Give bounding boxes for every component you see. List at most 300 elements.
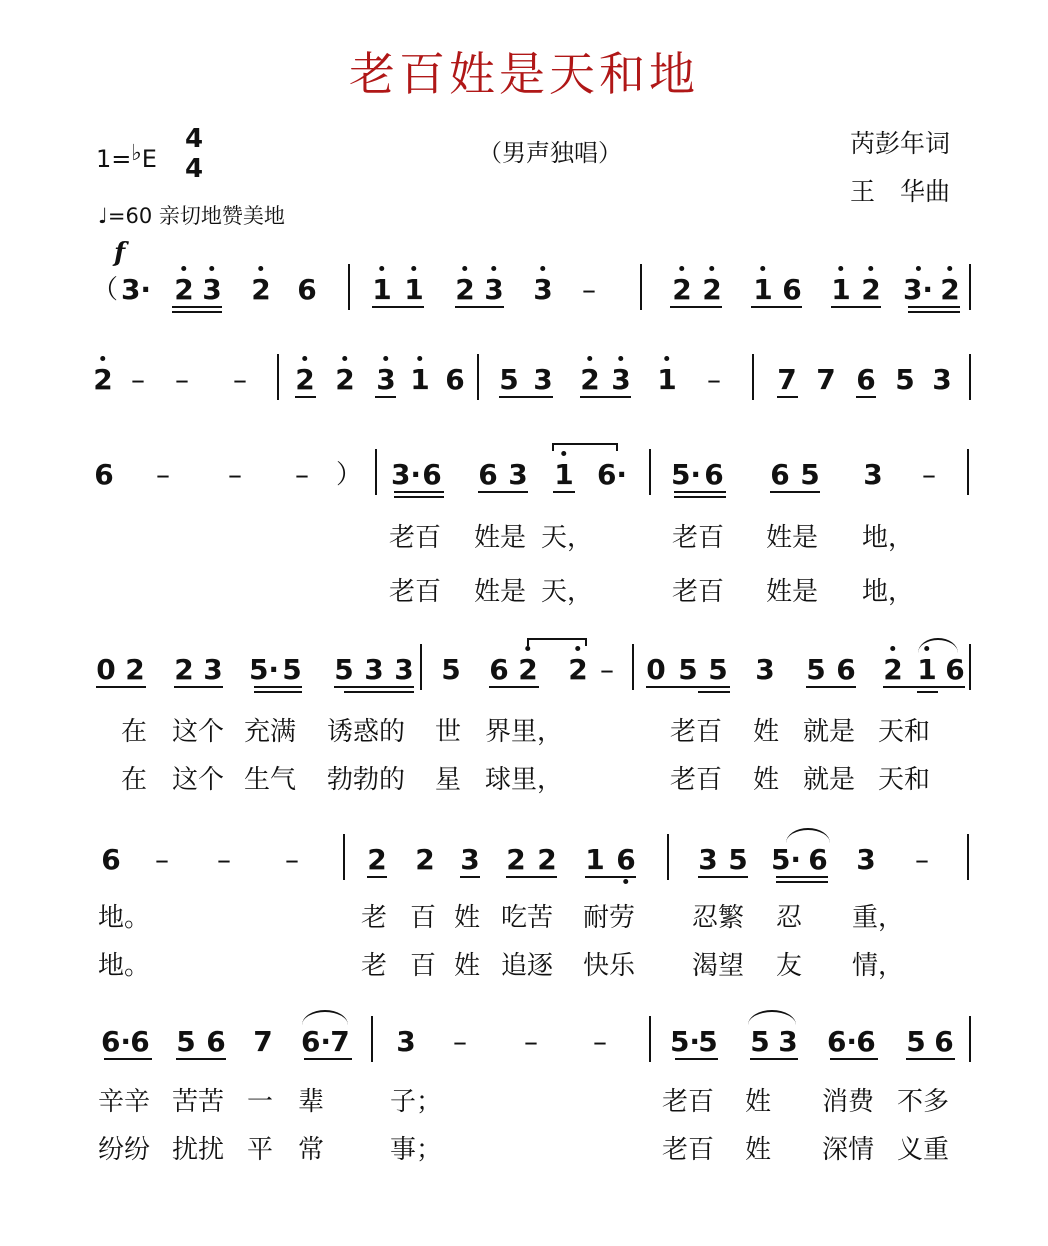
note: 5· — [770, 843, 802, 876]
underline-eighth — [580, 396, 631, 398]
note: 5· — [248, 653, 280, 686]
lyric-syllable: 地， — [862, 577, 915, 607]
note: 6 — [478, 458, 498, 491]
notation-system — [0, 455, 1048, 495]
lyric-line — [0, 1132, 1048, 1168]
underline-eighth — [96, 686, 146, 688]
lyric-syllable: 姓是 — [474, 577, 527, 607]
note: 2 — [672, 270, 691, 310]
notation-system — [0, 360, 1048, 400]
note: 3 — [508, 458, 528, 491]
note: 3 — [533, 270, 552, 310]
note: 5 — [176, 1025, 196, 1058]
note: 6 — [808, 843, 828, 876]
underline-eighth — [646, 686, 730, 688]
sustain-dash: – — [285, 843, 299, 876]
lyric-syllable: 天， — [541, 523, 594, 553]
lyricist-credit: 芮彭年词 — [850, 129, 951, 158]
lyric-syllable: 忍 — [776, 903, 803, 933]
note: 1 — [831, 270, 850, 310]
note: 0 — [646, 653, 666, 686]
note: 3 — [394, 653, 414, 686]
tie-bracket — [552, 443, 618, 451]
note: 6 — [704, 458, 724, 491]
sustain-dash: – — [156, 458, 170, 491]
sustain-dash: – — [217, 843, 231, 876]
underline-eighth — [831, 306, 881, 308]
note: 3 — [611, 360, 630, 400]
lyric-syllable: 就是 — [803, 765, 856, 795]
slur — [302, 1010, 348, 1025]
lyric-syllable: 辈 — [298, 1087, 325, 1117]
note: 3 — [396, 1025, 416, 1058]
note: 5 — [698, 1025, 718, 1058]
lyric-syllable: 一 — [247, 1087, 274, 1117]
note: 5 — [750, 1025, 770, 1058]
note: 3 — [863, 458, 883, 491]
tempo-marking: ♩=60 亲切地赞美地 — [98, 204, 285, 228]
note: 6 — [836, 653, 856, 686]
note: 2 — [174, 270, 193, 310]
sustain-dash: – — [131, 363, 145, 396]
lyric-syllable: 姓是 — [766, 523, 819, 553]
barline — [640, 264, 642, 310]
underline-eighth — [176, 1058, 226, 1060]
note: 2 — [455, 270, 474, 310]
underline-sixteenth — [776, 881, 828, 883]
lyric-line — [0, 900, 1048, 936]
lyric-syllable: 老百 — [672, 523, 725, 553]
sustain-dash: – — [228, 458, 242, 491]
note: 1 — [585, 843, 605, 876]
underline-eighth — [295, 396, 316, 398]
underline-eighth — [806, 686, 856, 688]
barline — [752, 354, 754, 400]
time-signature-bottom: 4 — [184, 154, 204, 184]
lyric-syllable: 苦苦 — [172, 1087, 225, 1117]
lyric-line — [0, 714, 1048, 750]
underline-eighth — [777, 396, 798, 398]
slur — [786, 828, 830, 843]
lyric-line — [0, 520, 1048, 556]
lyric-syllable: 姓 — [745, 1135, 772, 1165]
lyric-syllable: 不多 — [897, 1087, 950, 1117]
underline-eighth — [174, 686, 223, 688]
note: 6 — [945, 653, 965, 686]
underline-eighth — [856, 396, 876, 398]
note: 2 — [861, 270, 880, 310]
underline-eighth — [375, 396, 396, 398]
lyric-syllable: 重， — [852, 903, 905, 933]
sustain-dash: – — [600, 653, 614, 686]
barline — [632, 644, 634, 690]
notation-system — [0, 840, 1048, 880]
sustain-dash: – — [593, 1025, 607, 1058]
note: 5 — [806, 653, 826, 686]
lyric-syllable: 吃苦 — [501, 903, 554, 933]
note: 2 — [93, 360, 112, 400]
note: 6 — [101, 843, 121, 876]
sustain-dash: – — [453, 1025, 467, 1058]
barline — [371, 1016, 373, 1062]
lyric-syllable: 星 — [435, 765, 462, 795]
sustain-dash: – — [524, 1025, 538, 1058]
key-signature: 1=♭E — [96, 141, 157, 173]
underline-eighth — [670, 306, 722, 308]
note: 6 — [770, 458, 790, 491]
sustain-dash: – — [922, 458, 936, 491]
underline-sixteenth — [344, 691, 414, 693]
barline — [277, 354, 279, 400]
barline — [420, 644, 422, 690]
note: 2 — [125, 653, 145, 686]
lyric-syllable: 姓是 — [766, 577, 819, 607]
notation-system — [0, 650, 1048, 690]
barline — [649, 1016, 651, 1062]
underline-eighth — [751, 306, 802, 308]
lyric-syllable: 辛辛 — [98, 1087, 151, 1117]
lyric-syllable: 快乐 — [583, 951, 636, 981]
note: 3 — [932, 363, 952, 396]
underline-eighth — [455, 306, 504, 308]
note: 7 — [253, 1025, 273, 1058]
lyric-syllable: 扰扰 — [172, 1135, 225, 1165]
note: 5· — [670, 458, 702, 491]
note: 6· — [826, 1025, 858, 1058]
lyric-syllable: 追逐 — [501, 951, 554, 981]
barline — [967, 449, 969, 495]
octave-dot-high — [417, 356, 422, 361]
note: 5 — [800, 458, 820, 491]
lyric-syllable: 姓 — [454, 951, 481, 981]
lyric-syllable: 地。 — [98, 951, 151, 981]
note: 5 — [708, 653, 728, 686]
note: 2 — [174, 653, 194, 686]
note: 2 — [367, 843, 387, 876]
note: 7 — [777, 363, 797, 396]
song-title: 老百姓是天和地 — [349, 47, 699, 101]
octave-dot-high — [575, 646, 580, 651]
lyric-syllable: 姓 — [454, 903, 481, 933]
lyric-syllable: 老百 — [389, 523, 442, 553]
underline-eighth — [776, 876, 828, 878]
sustain-dash: – — [915, 843, 929, 876]
performance-note: （男声独唱） — [478, 139, 622, 167]
underline-eighth — [770, 491, 820, 493]
lyric-syllable: 界里， — [485, 717, 564, 747]
lyric-syllable: 情， — [852, 951, 905, 981]
octave-dot-high — [947, 266, 952, 271]
lyric-syllable: 姓是 — [474, 523, 527, 553]
barline — [969, 1016, 971, 1062]
underline-sixteenth — [254, 691, 302, 693]
sustain-dash: – — [582, 273, 596, 306]
note: 1 — [917, 650, 936, 690]
note: 1 — [753, 270, 772, 310]
lyric-syllable: 在 — [121, 717, 148, 747]
lyric-syllable: 姓 — [745, 1087, 772, 1117]
underline-eighth — [304, 1058, 352, 1060]
note: 3 — [755, 653, 775, 686]
lyric-syllable: 平 — [247, 1135, 274, 1165]
note: 3 — [203, 653, 223, 686]
note: 6 — [94, 458, 114, 491]
sustain-dash: – — [707, 363, 721, 396]
barline — [343, 834, 345, 880]
underline-sixteenth — [394, 496, 444, 498]
slur — [918, 638, 958, 653]
octave-dot-low — [623, 879, 628, 884]
octave-dot-high — [838, 266, 843, 271]
underline-eighth — [698, 876, 748, 878]
octave-dot-high — [540, 266, 545, 271]
note: 2 — [580, 360, 599, 400]
barline — [649, 449, 651, 495]
note: 2 — [568, 650, 587, 690]
note: 3· — [903, 270, 933, 310]
note: 2 — [335, 360, 354, 400]
underline-eighth — [675, 1058, 718, 1060]
octave-dot-high — [411, 266, 416, 271]
octave-dot-high — [587, 356, 592, 361]
note: 2 — [702, 270, 721, 310]
note: 6· — [100, 1025, 132, 1058]
underline-eighth — [906, 1058, 955, 1060]
lyric-syllable: 老 — [361, 951, 388, 981]
lyric-line — [0, 1084, 1048, 1120]
barline — [969, 644, 971, 690]
lyric-syllable: 老百 — [662, 1087, 715, 1117]
octave-dot-high — [618, 356, 623, 361]
note: 3· — [390, 458, 422, 491]
underline-eighth — [104, 1058, 152, 1060]
octave-dot-high — [383, 356, 388, 361]
note: 6 — [489, 653, 509, 686]
octave-dot-high — [462, 266, 467, 271]
note: 3 — [484, 270, 503, 310]
lyric-syllable: 常 — [298, 1135, 325, 1165]
lyric-syllable: 事； — [390, 1135, 443, 1165]
note: 3 — [376, 360, 395, 400]
octave-dot-high — [525, 646, 530, 651]
octave-dot-high — [760, 266, 765, 271]
note: 6· — [300, 1025, 332, 1058]
notation-system — [0, 270, 1048, 310]
underline-eighth — [394, 491, 444, 493]
lyric-syllable: 地， — [862, 523, 915, 553]
underline-sixteenth — [908, 311, 960, 313]
sustain-dash: – — [175, 363, 189, 396]
lyric-syllable: 百 — [410, 951, 437, 981]
flat-symbol: ♭ — [131, 141, 142, 166]
parenthesis: ） — [335, 460, 363, 490]
note: 2 — [506, 843, 526, 876]
note: 6 — [130, 1025, 150, 1058]
lyric-syllable: 世 — [435, 717, 462, 747]
lyric-syllable: 球里， — [485, 765, 564, 795]
note: 6 — [856, 1025, 876, 1058]
note: 6· — [596, 458, 628, 491]
octave-dot-high — [302, 356, 307, 361]
note: 7 — [330, 1025, 350, 1058]
lyric-syllable: 老百 — [670, 765, 723, 795]
octave-dot-high — [100, 356, 105, 361]
note: 6 — [934, 1025, 954, 1058]
lyric-syllable: 消费 — [822, 1087, 875, 1117]
underline-eighth — [372, 306, 424, 308]
barline — [969, 354, 971, 400]
lyric-syllable: 诱惑的 — [327, 717, 406, 747]
note: 3 — [778, 1025, 798, 1058]
octave-dot-high — [679, 266, 684, 271]
note: 5 — [334, 653, 354, 686]
underline-eighth — [172, 306, 222, 308]
note: 2 — [415, 843, 435, 876]
lyric-line — [0, 574, 1048, 610]
parenthesis: （ — [91, 275, 119, 305]
underline-eighth — [585, 876, 636, 878]
underline-eighth — [334, 686, 414, 688]
octave-dot-high — [916, 266, 921, 271]
slur — [748, 1010, 796, 1025]
note: 6 — [616, 840, 635, 880]
note: 2 — [518, 650, 537, 690]
note: 6 — [856, 363, 876, 396]
note: 5· — [669, 1025, 701, 1058]
lyric-syllable: 友 — [776, 951, 803, 981]
underline-eighth — [908, 306, 960, 308]
octave-dot-high — [209, 266, 214, 271]
underline-eighth — [254, 686, 302, 688]
note: 2 — [295, 360, 314, 400]
note: 5 — [895, 363, 915, 396]
underline-eighth — [499, 396, 553, 398]
underline-sixteenth — [674, 496, 726, 498]
underline-eighth — [553, 491, 575, 493]
lyric-syllable: 纷纷 — [98, 1135, 151, 1165]
barline — [969, 264, 971, 310]
sustain-dash: – — [233, 363, 247, 396]
note: 1 — [404, 270, 423, 310]
note: 1 — [372, 270, 391, 310]
note: 6 — [422, 458, 442, 491]
lyric-syllable: 子； — [390, 1087, 443, 1117]
note: 6 — [445, 363, 465, 396]
note: 0 — [96, 653, 116, 686]
notation-system — [0, 1022, 1048, 1062]
lyric-syllable: 天和 — [878, 717, 931, 747]
note: 3· — [120, 273, 152, 306]
note: 6 — [297, 273, 317, 306]
lyric-syllable: 老百 — [672, 577, 725, 607]
lyric-syllable: 渴望 — [692, 951, 745, 981]
underline-sixteenth — [698, 691, 730, 693]
note: 5 — [499, 363, 519, 396]
underline-sixteenth — [172, 311, 222, 313]
lyric-syllable: 这个 — [172, 717, 225, 747]
lyric-syllable: 生气 — [244, 765, 297, 795]
underline-eighth — [489, 686, 539, 688]
lyric-syllable: 姓 — [753, 717, 780, 747]
barline — [375, 449, 377, 495]
note: 5 — [441, 653, 461, 686]
octave-dot-high — [561, 451, 566, 456]
time-signature — [182, 124, 206, 184]
note: 6 — [782, 273, 802, 306]
lyric-syllable: 姓 — [753, 765, 780, 795]
lyric-syllable: 在 — [121, 765, 148, 795]
sustain-dash: – — [155, 843, 169, 876]
octave-dot-high — [868, 266, 873, 271]
octave-dot-high — [491, 266, 496, 271]
lyric-syllable: 耐劳 — [583, 903, 636, 933]
note: 3 — [533, 363, 553, 396]
note: 3 — [364, 653, 384, 686]
lyric-syllable: 这个 — [172, 765, 225, 795]
note: 7 — [816, 363, 836, 396]
underline-sixteenth — [917, 691, 938, 693]
underline-eighth — [674, 491, 726, 493]
composer-credit: 王 华曲 — [850, 177, 951, 206]
note: 2 — [251, 270, 270, 310]
lyric-syllable: 充满 — [244, 717, 297, 747]
underline-eighth — [460, 876, 480, 878]
octave-dot-high — [664, 356, 669, 361]
note: 1 — [554, 455, 573, 495]
lyric-syllable: 老百 — [670, 717, 723, 747]
barline — [667, 834, 669, 880]
note: 5 — [678, 653, 698, 686]
lyric-syllable: 义重 — [897, 1135, 950, 1165]
note: 3 — [202, 270, 221, 310]
octave-dot-high — [379, 266, 384, 271]
time-signature-top: 4 — [184, 124, 204, 154]
octave-dot-high — [181, 266, 186, 271]
lyric-syllable: 百 — [410, 903, 437, 933]
tie-bracket — [527, 638, 587, 646]
octave-dot-high — [258, 266, 263, 271]
lyric-syllable: 就是 — [803, 717, 856, 747]
note: 1 — [410, 360, 429, 400]
note: 3 — [460, 843, 480, 876]
note: 2 — [883, 650, 902, 690]
underline-eighth — [506, 876, 557, 878]
octave-dot-high — [709, 266, 714, 271]
note: 6 — [206, 1025, 226, 1058]
lyric-syllable: 勃勃的 — [327, 765, 406, 795]
note: 5 — [728, 843, 748, 876]
lyric-syllable: 老百 — [389, 577, 442, 607]
lyric-syllable: 天和 — [878, 765, 931, 795]
sustain-dash: – — [295, 458, 309, 491]
note: 3 — [698, 843, 718, 876]
note: 1 — [657, 360, 676, 400]
lyric-syllable: 老百 — [662, 1135, 715, 1165]
underline-eighth — [830, 1058, 878, 1060]
underline-eighth — [367, 876, 387, 878]
note: 2 — [537, 843, 557, 876]
barline — [477, 354, 479, 400]
note: 3 — [856, 843, 876, 876]
underline-eighth — [883, 686, 965, 688]
lyric-syllable: 地。 — [98, 903, 151, 933]
barline — [967, 834, 969, 880]
barline — [348, 264, 350, 310]
lyric-syllable: 深情 — [822, 1135, 875, 1165]
lyric-syllable: 忍繁 — [692, 903, 745, 933]
octave-dot-high — [890, 646, 895, 651]
note: 5 — [906, 1025, 926, 1058]
